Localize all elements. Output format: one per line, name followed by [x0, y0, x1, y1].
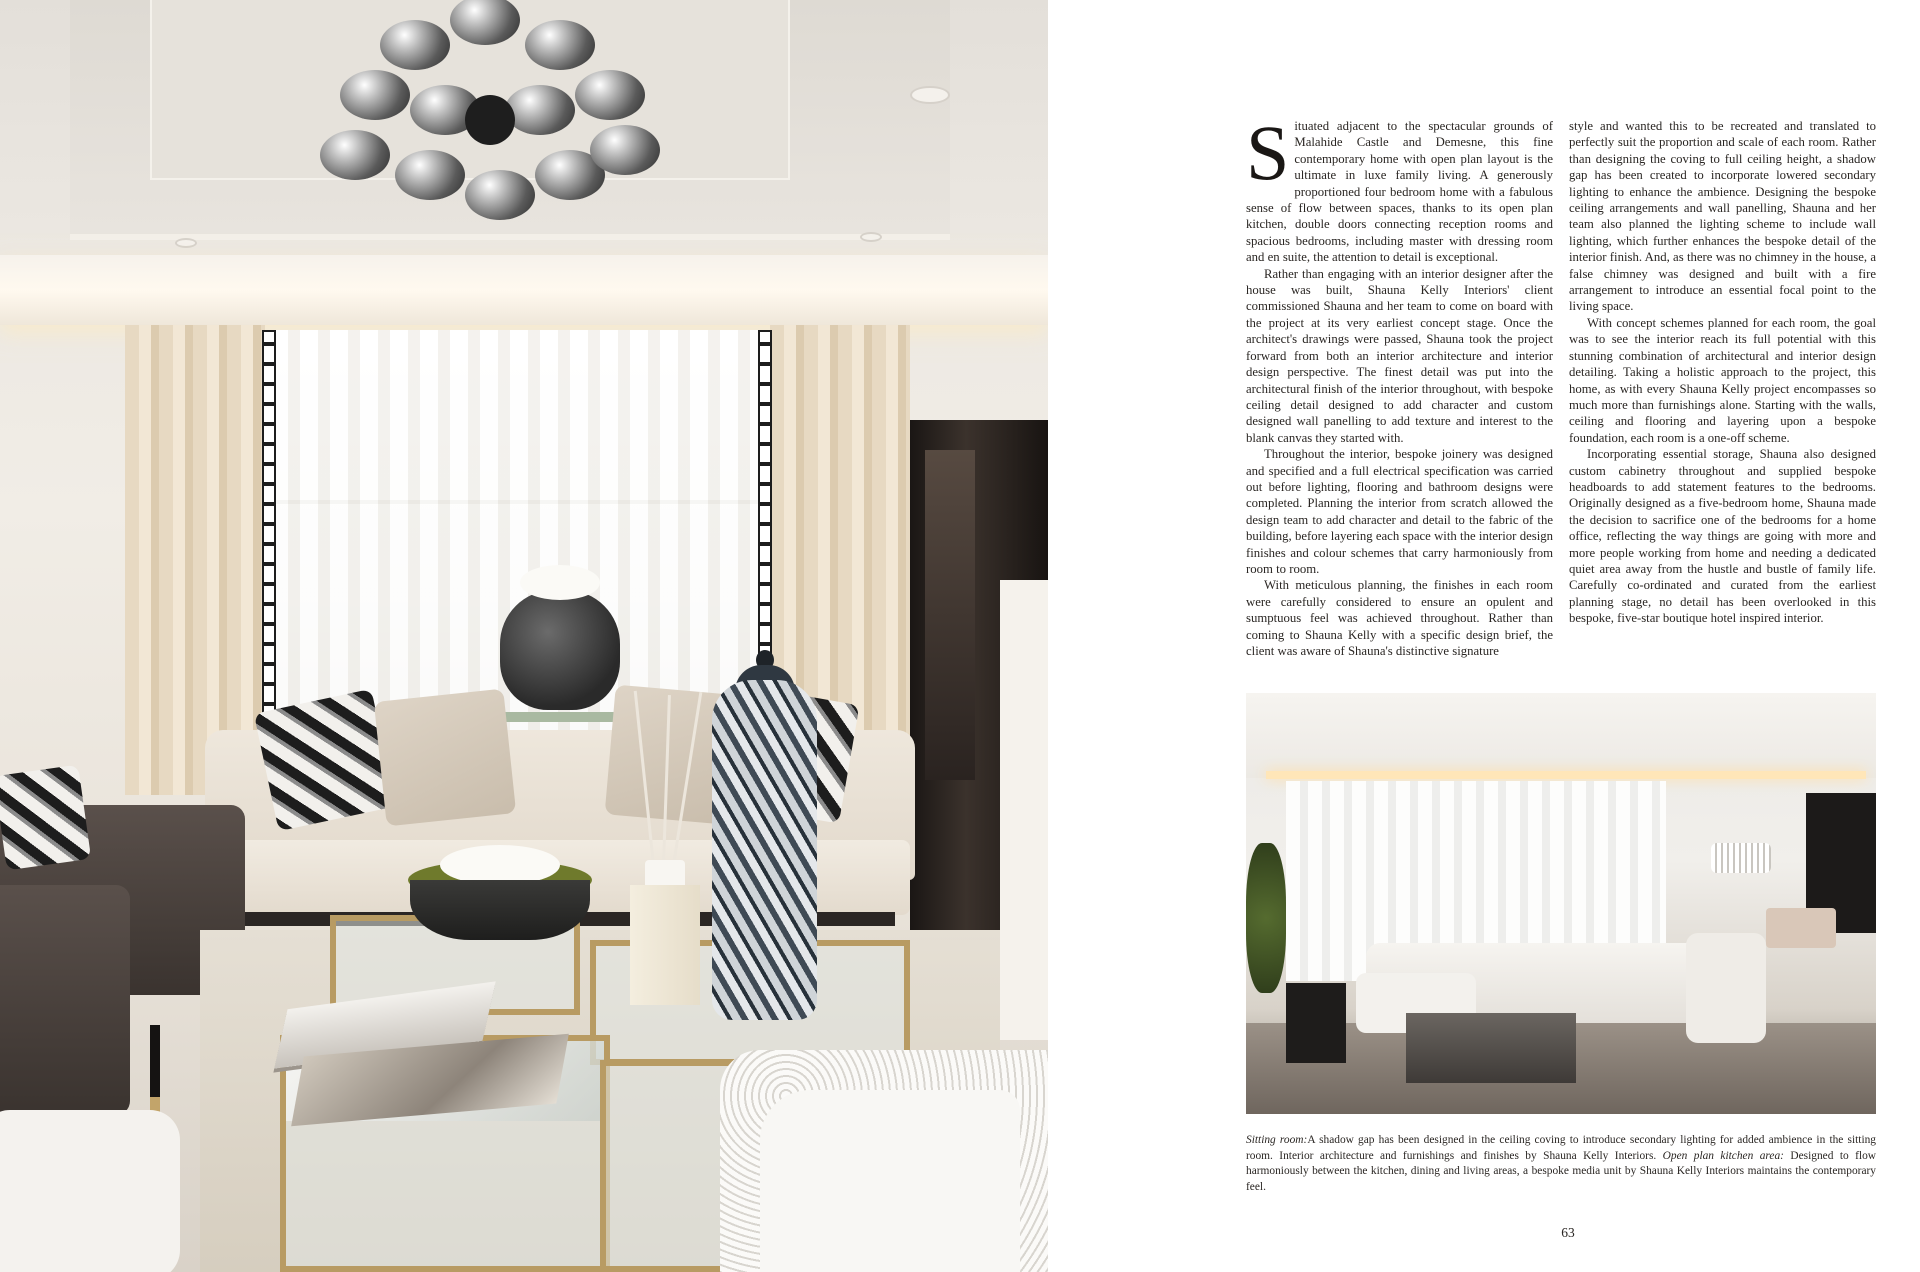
white-roses: [440, 845, 560, 885]
white-roses: [520, 565, 600, 600]
fireplace-surround: [1000, 580, 1048, 1040]
article-column-1: [1246, 109, 1553, 659]
sitting-room-photo: [1246, 693, 1876, 1114]
ceiling-spotlight: [910, 86, 950, 104]
ceiling-downlight: [860, 232, 882, 242]
shadow-gap-lighting: [1266, 771, 1866, 779]
caption-text: Designed to flow harmoniously between the kitchen, dining and living areas, a bespoke media unit by Shauna Kelly Interiors maintains the contemporary feel.: [1246, 1149, 1876, 1193]
foreground-cushion: [760, 1090, 1020, 1272]
sofa-arm: [1686, 933, 1766, 1043]
ceiling: [1246, 693, 1876, 778]
article-paragraph: Incorporating essential storage, Shauna also designed custom cabinetry throughout and supplied bespoke headboards to add statement features to the bedrooms. Originally designed as a five-bedroom home, Shauna made the decision to sacrifice one of the bedrooms for a home office, reflecting the way things are going with more and more people working from home and needing a dedicated quiet area away from the hustle and bustle of family life. Carefully co-ordinated and curated from the earliest planning stage, no detail has been overlooked in this bespoke, five-star boutique hotel inspired interior.: [1569, 447, 1876, 626]
article-paragraph: Throughout the interior, bespoke joinery was designed and specified and a full electrical specification was carried out before lighting, flooring and bathroom designs were completed. Planning the interior from scratch allowed the design team to add character and detail to the fabric of the building, before layering each space with the interior design finishes and colour schemes that carry harmoniously from room to room.: [1246, 447, 1553, 576]
chandelier: [300, 0, 680, 240]
table-lamp: [1766, 908, 1836, 948]
cabinet-door: [925, 450, 975, 780]
curtain-left: [125, 325, 265, 795]
foreground-cushion: [0, 1110, 180, 1272]
greek-key-trim: [262, 330, 276, 720]
page-number: 63: [1561, 1225, 1575, 1240]
article-column-2: [1569, 118, 1876, 627]
armchair-leg: [150, 1025, 160, 1115]
armchair-cushion: [0, 765, 91, 871]
plant: [1246, 843, 1286, 993]
plain-cushion: [374, 689, 516, 827]
ceiling-downlight: [175, 238, 197, 248]
paragraph-text: ituated adjacent to the spectacular grounds of Malahide Castle and Demesne, this fine contemporary home with open plan layout is the ultimate in luxe family living. A generously proportioned four bedroom home with a fabulous sense of flow between spaces, thanks to its open plan kitchen, double doors connecting reception rooms and spacious bedrooms, including master with dressing room and en suite, the attention to detail is exceptional.: [1246, 119, 1553, 265]
urn-vase: [500, 590, 620, 710]
armchair-front: [0, 885, 130, 1115]
drop-cap: S: [1246, 109, 1290, 196]
patterned-vase: [712, 680, 817, 1020]
article-paragraph: style and wanted this to be recreated and translated to perfectly suit the proportion and scale of each room. Rather than designing the coving to full ceiling height, a shadow gap has been created to incorporate lowered secondary lighting to enhance the ambience. Designing the bespoke ceiling arrangements and wall panelling, Shauna and her team also planned the lighting scheme to include wall lighting, which further enhances the bespoke detail of the interior finish. And, as there was no chimney in the house, a false chimney was designed and built with a fire arrangement to introduce an essential focal point to the living space.: [1569, 119, 1876, 314]
candle-block: [630, 885, 700, 1005]
article-paragraph: With concept schemes planned for each room, the goal was to see the interior reach its full potential with this stunning combination of architectural and interior design detailing. Taking a holistic approach to the project, this home, as with every Shauna Kelly project encompasses so much more than furnishings alone. Starting with the walls, ceiling and flooring and layering upon a bespoke foundation, each room is a one-off scheme.: [1569, 315, 1876, 445]
coffee-table: [1406, 1013, 1576, 1083]
photo-caption: [1246, 1133, 1876, 1195]
centrepiece-bowl: [410, 880, 590, 940]
pendant-light: [1711, 843, 1771, 873]
caption-label: Sitting room:: [1246, 1134, 1308, 1146]
article-paragraph: [1246, 109, 1553, 266]
side-table: [1286, 983, 1346, 1063]
caption-label: Open plan kitchen area:: [1662, 1149, 1784, 1162]
article-paragraph: Rather than engaging with an interior designer after the house was built, Shauna Kelly Interiors' client commissioned Shauna and her team to come on board with the project at its very earliest concept stage. Once the architect's drawings were passed, Shauna took the project forward from both an interior architecture and interior design perspective. The finest detail was put into the architectural finish of the interior throughout, with bespoke ceiling detail designed to add character and custom designed wall panelling to add texture and interest to the blank canvas they started with.: [1246, 266, 1553, 445]
caption-text: A shadow gap has been designed in the ceiling coving to introduce secondary lighting for added ambience in the sitting room. Interior architecture and furnishings and finishes by Shauna Kelly Interiors.: [1246, 1134, 1876, 1162]
lit-cornice: [0, 255, 1048, 325]
article-paragraph: With meticulous planning, the finishes in each room were carefully considered to ensure an opulent and sumptuous feel was achieved throughout. Rather than coming to Shauna Kelly with a specific design brief, the client was aware of Shauna's distinctive signature: [1246, 578, 1553, 658]
